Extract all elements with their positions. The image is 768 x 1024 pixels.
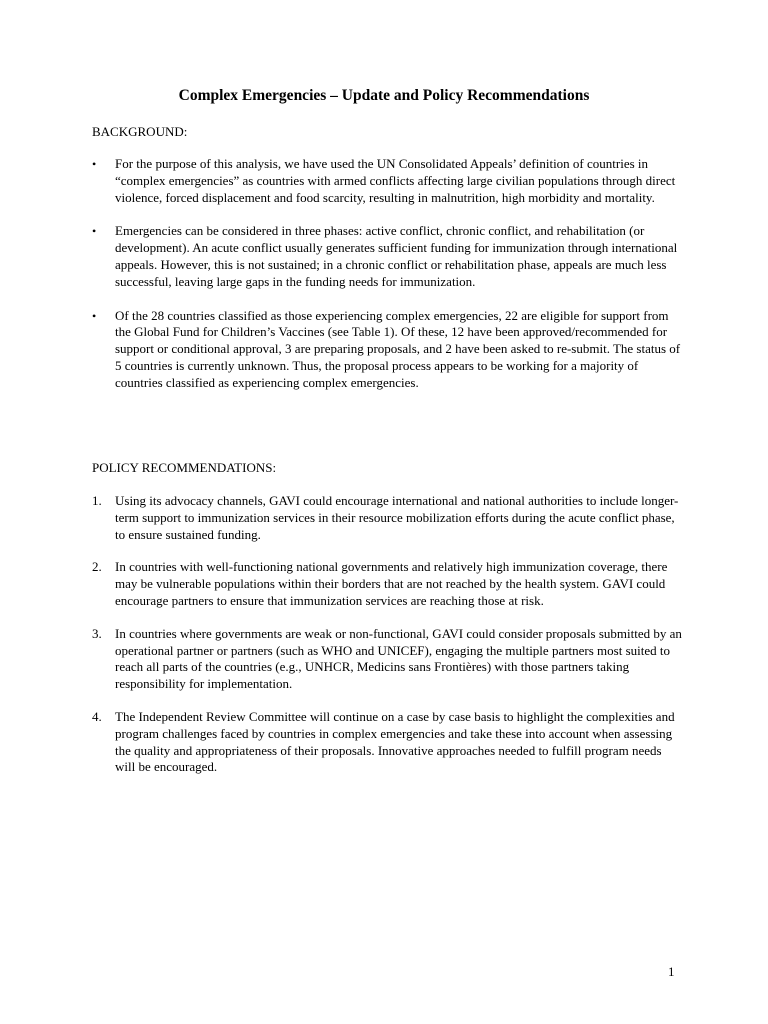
policy-item-text: Using its advocacy channels, GAVI could encourage international and national authorities to include longer-term support to immunization services in their resource mobilization efforts during the acute conflict phase, to ensure sustained funding.: [115, 493, 679, 542]
page-title: Complex Emergencies – Update and Policy Recommendations: [178, 87, 590, 104]
background-item: [92, 156, 682, 206]
policy-item-text: The Independent Review Committee will continue on a case by case basis to highlight the complexities and program challenges faced by countries in complex emergencies and take these into account when assessing the quality and appropriateness of their proposals. Innovative approaches needed to fulfill program needs will be encouraged.: [115, 708, 675, 775]
policy-list: [92, 493, 682, 776]
policy-item: [92, 709, 682, 776]
background-item-text: Emergencies can be considered in three phases: active conflict, chronic conflict, and rehabilitation (or development). An acute conflict usually generates sufficient funding for immunization through international appeals. However, this is not sustained; in a chronic conflict or rehabilitation phase, appeals are much less successful, leaving large gaps in the funding needs for immunization.: [115, 223, 678, 289]
policy-heading: POLICY RECOMMENDATIONS:: [92, 460, 277, 475]
background-heading: BACKGROUND:: [92, 124, 188, 139]
policy-item-number: 2.: [92, 559, 102, 575]
policy-item: [92, 559, 682, 609]
policy-item-number: 4.: [92, 708, 102, 724]
bullet-icon: •: [92, 224, 97, 239]
policy-item-number: 3.: [92, 625, 102, 641]
background-item-text: For the purpose of this analysis, we have used the UN Consolidated Appeals’ definition of countries in “complex emergencies” as countries with armed conflicts affecting large civilian populations through direct violence, forced displacement and food scarcity, resulting in malnutrition, high morbidity and mortality.: [115, 156, 676, 205]
background-list: [92, 156, 682, 392]
page-number: 1: [668, 964, 675, 979]
bullet-icon: •: [92, 308, 97, 323]
policy-item-text: In countries with well-functioning national governments and relatively high immunization coverage, there may be vulnerable populations within their borders that are not reached by the health system. GAVI could encourage partners to ensure that immunization services are reaching those at risk.: [115, 559, 668, 608]
bullet-icon: •: [92, 157, 97, 171]
background-item-text: Of the 28 countries classified as those experiencing complex emergencies, 22 are eligible for support from the Global Fund for Children’s Vaccines (see Table 1). Of these, 12 have been approved/recommended for support or conditional approval, 3 are preparing proposals, and 2 have been asked to re-submit. The status of 5 countries is currently unknown. Thus, the proposal process appears to be working for a majority of countries classified as experiencing complex emergencies.: [115, 307, 681, 390]
background-item: [92, 223, 682, 290]
policy-item-number: 1.: [92, 493, 102, 508]
policy-item-text: In countries where governments are weak or non-functional, GAVI could consider proposals submitted by an operational partner or partners (such as WHO and UNICEF), engaging the multiple partners most suited to reach all parts of the countries (e.g., UNHCR, Medicins sans Frontières) with those partners taking responsibility for implementation.: [115, 625, 682, 692]
background-item: [92, 308, 682, 392]
policy-item: [92, 493, 682, 543]
policy-item: [92, 626, 682, 693]
